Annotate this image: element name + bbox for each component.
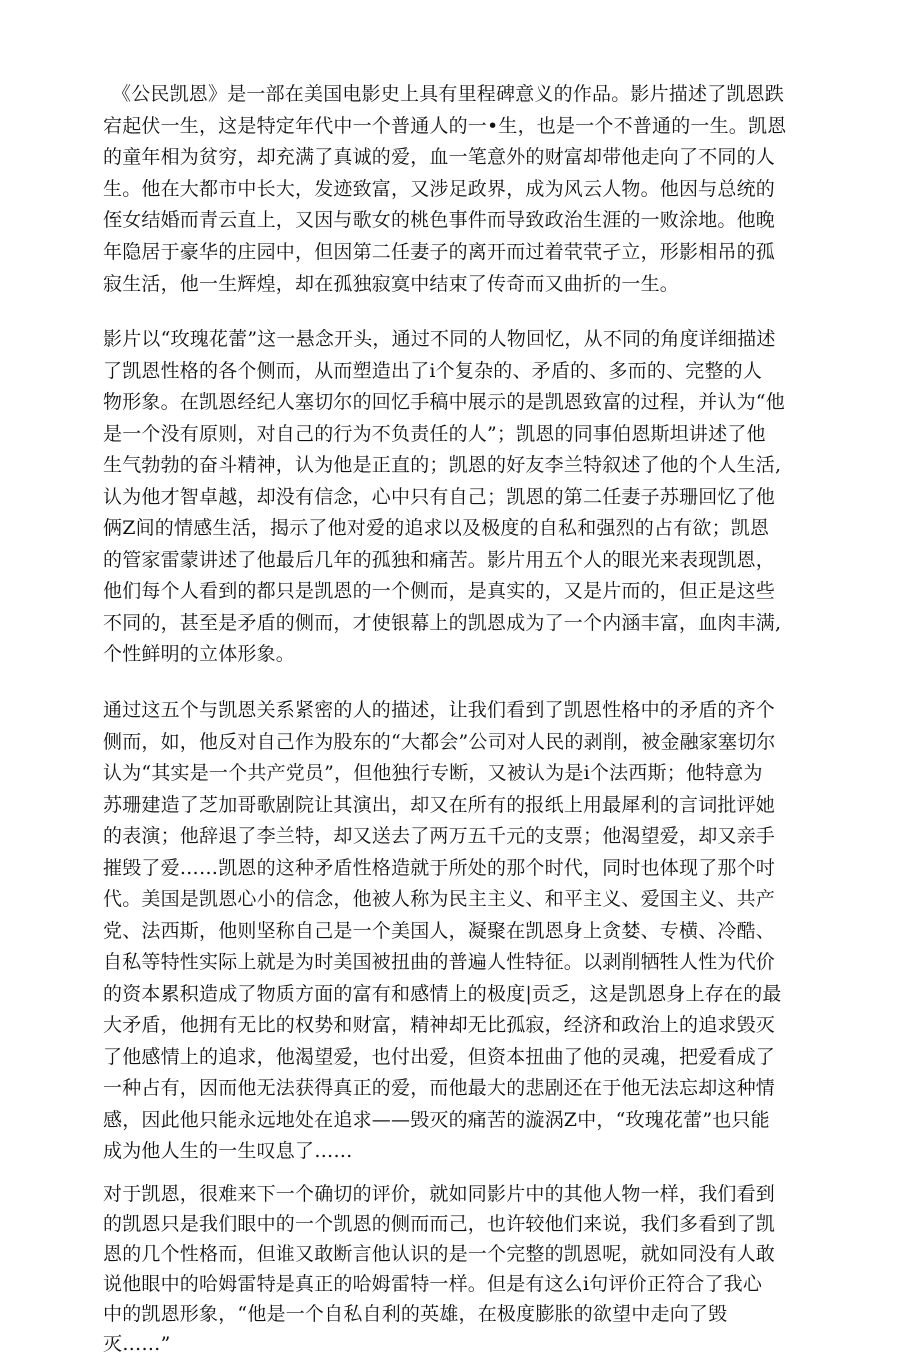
paragraph-3-line-4: 苏珊建造了芝加哥歌剧院让其演出，却又在所有的报纸上用最犀利的言词批评她 — [103, 794, 776, 816]
paragraph-1-line-1: 《公民凯恩》是一部在美国电影史上具有里程碑意义的作品。影片描述了凯恩跌 — [112, 83, 785, 105]
paragraph-3-line-10: 的资本累积造成了物质方面的富有和感情上的极度|贡乏，这是凯恩身上存在的最 — [103, 983, 782, 1005]
paragraph-2-line-8: 的管家雷蒙讲述了他最后几年的孤独和痛苦。影片用五个人的眼光来表现凯恩， — [103, 549, 776, 571]
paragraph-3-line-12: 了他感情上的追求，他渴望爱，也付出爱，但资本扭曲了他的灵魂，把爱看成了 — [103, 1046, 776, 1068]
paragraph-2-line-1: 影片以“玫瑰花蕾”这一悬念开头，通过不同的人物回忆，从不同的角度详细描述 — [103, 328, 776, 350]
paragraph-4-line-4: 说他眼中的哈姆雷特是真正的哈姆雷特一样。但是有这么i句评价正符合了我心 — [103, 1273, 763, 1295]
paragraph-3-line-1: 通过这五个与凯恩关系紧密的人的描述，让我们看到了凯恩性格中的矛盾的齐个 — [103, 699, 776, 721]
paragraph-2-line-3: 物形象。在凯恩经纪人塞切尔的回忆手稿中展示的是凯恩致富的过程，并认为“他 — [103, 391, 785, 413]
paragraph-4-line-5: 中的凯恩形象，“他是一个自私自利的英雄，在极度膨胀的欲望中走向了毁 — [103, 1303, 728, 1325]
paragraph-3-line-6: 摧毁了爱……凯恩的这种矛盾性格造就于所处的那个时代，同时也体现了那个吋 — [103, 857, 776, 879]
paragraph-1-line-3: 的童年相为贫穷，却充满了真诚的爱，血一笔意外的财富却带他走向了不同的人 — [103, 146, 776, 168]
paragraph-3-line-11: 大矛盾，他拥有无比的权势和财富，精神却无比孤寂，经济和政治上的追求毁灭 — [103, 1014, 776, 1036]
paragraph-3-line-5: 的表演；他辞退了李兰特，却又送去了两万五千元的支票；他渴望爱，却又亲手 — [103, 825, 776, 847]
paragraph-3-line-14: 感，因此他只能永远地处在追求——毁灭的痛苦的漩涡Z中，“玫瑰花蕾”也只能 — [103, 1109, 770, 1131]
paragraph-2-line-5: 生气勃勃的奋斗精神，认为他是正直的；凯恩的好友李兰特叙述了他的个人生活, — [103, 454, 782, 476]
paragraph-2-line-11: 个性鲜明的立体形象。 — [103, 643, 296, 665]
paragraph-2-line-10: 不同的，甚至是矛盾的侧而，才使银幕上的凯恩成为了一个内涵丰富，血肉丰满, — [103, 612, 782, 634]
paragraph-3-line-15: 成为他人生的一生叹息了…… — [103, 1140, 353, 1162]
paragraph-3-line-8: 党、法西斯，他则坚称自己是一个美国人，凝聚在凯恩身上贪婪、专横、冷酷、 — [103, 920, 776, 942]
paragraph-2-line-2: 了凯恩性格的各个侧而，从而塑造出了i个复杂的、矛盾的、多而的、完整的人 — [103, 360, 763, 382]
paragraph-1-line-5: 侄女结婚而青云直上，又因与歌女的桃色事件而导致政治生涯的一败涂地。他晚 — [103, 209, 776, 231]
paragraph-3-line-7: 代。美国是凯恩心小的信念，他被人称为民主主义、和平主义、爱国主义、共产 — [103, 888, 776, 910]
paragraph-4-line-6: 灭……” — [103, 1333, 171, 1355]
paragraph-4-line-3: 恩的几个性格而，但谁又敢断言他认识的是一个完整的凯恩呢，就如同没有人敢 — [103, 1243, 776, 1265]
paragraph-3-line-13: 一种占有，因而他无法获得真正的爱，而他最大的悲剧还在于他无法忘却这种情 — [103, 1077, 776, 1099]
paragraph-2-line-9: 他们每个人看到的都只是凯恩的一个侧而，是真实的，又是片而的，但正是这些 — [103, 580, 776, 602]
paragraph-1-line-4: 生。他在大都市中长大，发迹致富，又涉足政界，成为风云人物。他因与总统的 — [103, 178, 776, 200]
paragraph-1-line-6: 年隐居于豪华的庄园中，但因第二任妻子的离开而过着茕茕孑立，形影相吊的孤 — [103, 241, 776, 263]
paragraph-1-line-7: 寂生活，他一生辉煌，却在孤独寂寞中结束了传奇而又曲折的一生。 — [103, 273, 680, 295]
paragraph-1-line-2: 宕起伏一生，这是特定年代中一个普通人的一•生，也是一个不普通的一生。凯恩 — [103, 115, 787, 137]
paragraph-3-line-9: 自私等特性实际上就是为时美国被扭曲的普遍人性特征。以剥削牺牲人性为代价 — [103, 951, 776, 973]
paragraph-4-line-2: 的凯恩只是我们眼中的一个凯恩的侧而而己，也许较他们来说，我们多看到了凯 — [103, 1213, 776, 1235]
paragraph-2-line-4: 是一个没有原则，对自己的行为不负责任的人”；凯恩的同事伯恩斯坦讲述了他 — [103, 423, 766, 445]
paragraph-4-line-1: 对于凯恩，很难来下一个确切的评价，就如同影片中的其他人物一样，我们看到 — [103, 1183, 776, 1205]
paragraph-3-line-3: 认为“其实是一个共产党员”，但他独行专断，又被认为是i个法西斯；他特意为 — [103, 762, 763, 784]
paragraph-2-line-7: 俩Z间的情感生活，揭示了他对爱的追求以及极度的自私和强烈的占有欲；凯恩 — [103, 517, 770, 539]
paragraph-2-line-6: 认为他才智卓越，却没有信念，心中只有自己；凯恩的第二任妻子苏珊回忆了他 — [103, 486, 776, 508]
paragraph-3-line-2: 侧而，如，他反对自己作为股东的“大都会”公司对人民的剥削，被金融家塞切尔 — [103, 731, 776, 753]
